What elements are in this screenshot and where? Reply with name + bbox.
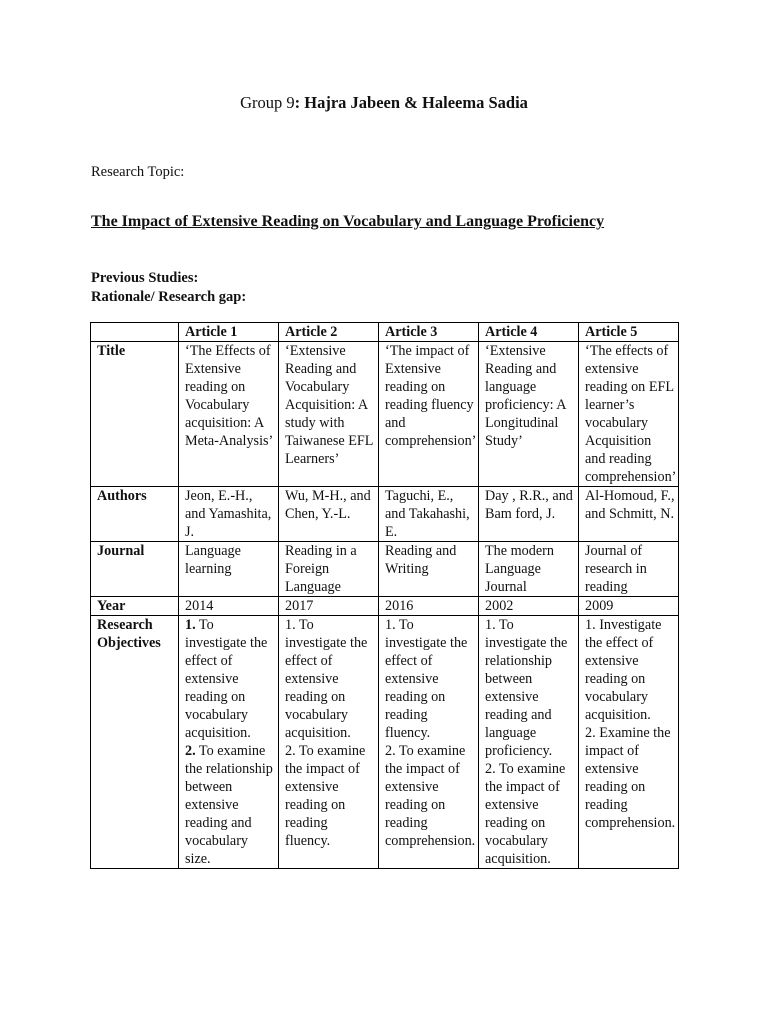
group-heading <box>0 93 768 113</box>
previous-studies-block <box>91 269 246 307</box>
journal-article-5: Journal of research in reading <box>579 542 679 597</box>
objectives-article-1 <box>179 616 279 869</box>
previous-studies-label: Previous Studies: <box>91 270 199 286</box>
table-row-authors <box>91 487 679 542</box>
studies-table <box>90 322 679 869</box>
group-number: Group 9 <box>240 93 295 112</box>
research-title: The Impact of Extensive Reading on Vocabulary and Language Proficiency <box>91 213 605 230</box>
journal-article-1: Language learning <box>179 542 279 597</box>
authors-article-3: Taguchi, E., and Takahashi, E. <box>379 487 479 542</box>
authors-article-2: Wu, M-H., and Chen, Y.-L. <box>279 487 379 542</box>
objectives-article-2 <box>279 616 379 869</box>
rationale-label: Rationale/ Research gap: <box>91 289 247 305</box>
journal-article-4: The modern Language Journal <box>479 542 579 597</box>
objective-2-number: 2. <box>185 743 196 759</box>
row-label-title: Title <box>91 342 179 487</box>
objective-2-text: To examine the relationship between extensive reading and vocabulary size. <box>185 743 273 867</box>
journal-article-2: Reading in a Foreign Language <box>279 542 379 597</box>
row-label-objectives: Research Objectives <box>91 616 179 869</box>
objective-1-number: 1. <box>185 617 196 633</box>
header-article-3: Article 3 <box>379 323 479 342</box>
year-article-1: 2014 <box>179 597 279 616</box>
table-header-row <box>91 323 679 342</box>
journal-article-3: Reading and Writing <box>379 542 479 597</box>
objective-2-text: 2. To examine the impact of extensive reading on reading comprehension. <box>385 743 476 849</box>
title-article-1: ‘The Effects of Extensive reading on Vocabulary acquisition: A Meta-Analysis’ <box>179 342 279 487</box>
year-article-5: 2009 <box>579 597 679 616</box>
objectives-article-5 <box>579 616 679 869</box>
title-article-4: ‘Extensive Reading and language proficiency: A Longitudinal Study’ <box>479 342 579 487</box>
header-article-2: Article 2 <box>279 323 379 342</box>
header-cell-empty <box>91 323 179 342</box>
objectives-article-3 <box>379 616 479 869</box>
authors-article-1: Jeon, E.-H., and Yamashita, J. <box>179 487 279 542</box>
header-article-4: Article 4 <box>479 323 579 342</box>
objective-1-text: 1. Investigate the effect of extensive reading on vocabulary acquisition. <box>585 617 662 723</box>
objective-2-text: 2. To examine the impact of extensive reading on reading fluency. <box>285 743 366 849</box>
title-article-2: ‘Extensive Reading and Vocabulary Acquisition: A study with Taiwanese EFL Learners’ <box>279 342 379 487</box>
objective-1-text: 1. To investigate the effect of extensive reading on vocabulary acquisition. <box>285 617 368 741</box>
table-row-year <box>91 597 679 616</box>
header-article-5: Article 5 <box>579 323 679 342</box>
objective-2-text: 2. To examine the impact of extensive reading on vocabulary acquisition. <box>485 761 566 867</box>
table-row-journal <box>91 542 679 597</box>
objective-1-text: 1. To investigate the relationship between extensive reading and language proficiency. <box>485 617 568 759</box>
objective-1-text: To investigate the effect of extensive reading on vocabulary acquisition. <box>185 617 268 741</box>
title-article-3: ‘The impact of Extensive reading on reading fluency and comprehension’ <box>379 342 479 487</box>
table-row-title <box>91 342 679 487</box>
year-article-3: 2016 <box>379 597 479 616</box>
title-article-5: ‘The effects of extensive reading on EFL learner’s vocabulary Acquisition and reading comprehension’ <box>579 342 679 487</box>
group-members: : Hajra Jabeen & Haleema Sadia <box>294 93 528 112</box>
authors-article-4: Day , R.R., and Bam ford, J. <box>479 487 579 542</box>
row-label-year: Year <box>91 597 179 616</box>
authors-article-5: Al-Homoud, F., and Schmitt, N. <box>579 487 679 542</box>
objective-1-text: 1. To investigate the effect of extensive reading on reading fluency. <box>385 617 468 741</box>
year-article-4: 2002 <box>479 597 579 616</box>
year-article-2: 2017 <box>279 597 379 616</box>
table-row-objectives <box>91 616 679 869</box>
objectives-article-4 <box>479 616 579 869</box>
header-article-1: Article 1 <box>179 323 279 342</box>
row-label-journal: Journal <box>91 542 179 597</box>
objective-2-text: 2. Examine the impact of extensive reading on reading comprehension. <box>585 725 676 831</box>
row-label-authors: Authors <box>91 487 179 542</box>
research-topic-label: Research Topic: <box>91 164 185 180</box>
